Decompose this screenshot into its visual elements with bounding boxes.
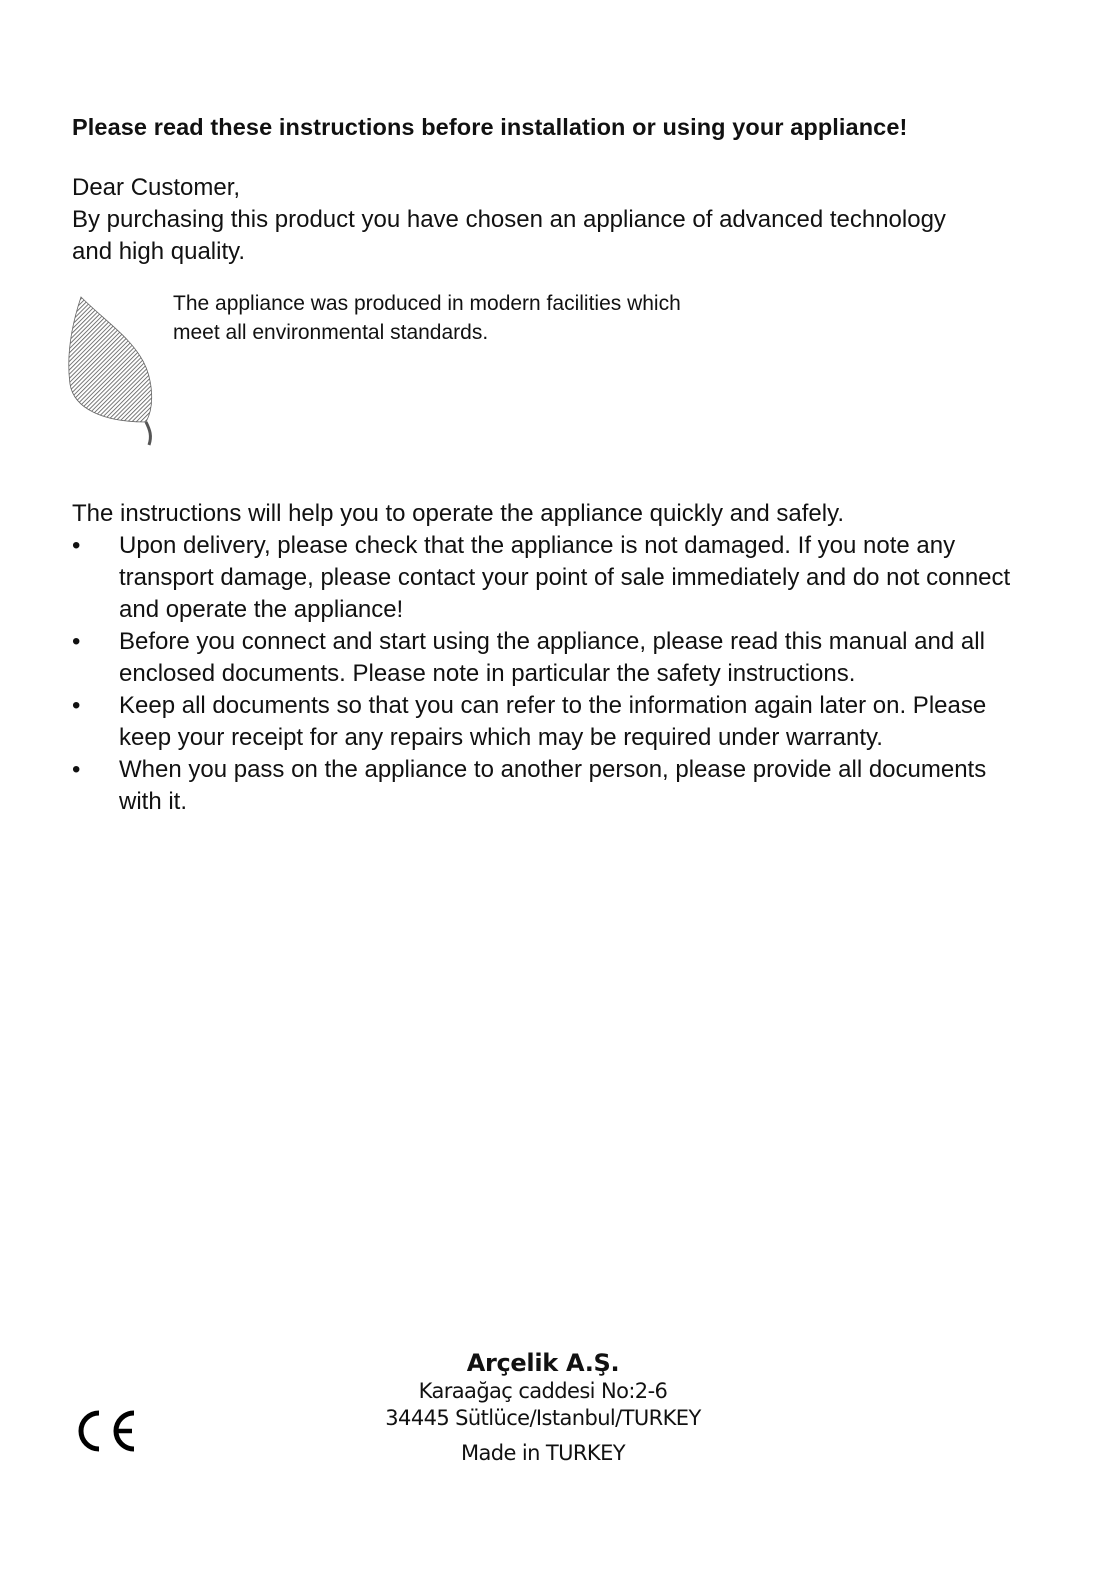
list-item-text: When you pass on the appliance to another person, please provide all documents with it.: [119, 756, 987, 815]
intro-paragraph: By purchasing this product you have chosen an appliance of advanced technology and high quality.: [72, 206, 946, 265]
list-item: [72, 754, 1032, 818]
list-item-text: Keep all documents so that you can refer to the information again later on. Please keep your receipt for any repairs which may be required under warranty.: [119, 692, 987, 751]
page-heading: Please read these instructions before installation or using your appliance!: [72, 114, 908, 140]
bullet-icon: •: [72, 756, 81, 783]
list-item: [72, 626, 1032, 690]
address-street: Karaağaç caddesi No:2-6: [418, 1379, 668, 1403]
greeting: Dear Customer,: [72, 174, 241, 201]
bullet-icon: •: [72, 628, 81, 655]
company-name: Arçelik A.Ş.: [466, 1349, 620, 1377]
eco-note-line: The appliance was produced in modern facilities which: [173, 292, 681, 315]
bullet-icon: •: [72, 692, 81, 719]
list-item-text: Before you connect and start using the appliance, please read this manual and all enclosed documents. Please note in particular the safety instructions.: [119, 628, 985, 687]
instructions-lead: The instructions will help you to operate the appliance quickly and safely.: [72, 500, 844, 527]
made-in: Made in TURKEY: [461, 1441, 625, 1465]
list-item: [72, 690, 1032, 754]
list-item-text: Upon delivery, please check that the appliance is not damaged. If you note any transport damage, please contact your point of sale immediately and do not connect and operate the appliance!: [119, 532, 1011, 623]
bullet-icon: •: [72, 532, 81, 559]
ce-mark-icon: [70, 1407, 138, 1455]
instructions-list: [72, 530, 1032, 818]
eco-note: [173, 289, 813, 347]
leaf-icon: [64, 294, 160, 450]
manufacturer-address: [343, 1348, 743, 1467]
eco-note-line: meet all environmental standards.: [173, 321, 489, 344]
list-item: [72, 530, 1032, 626]
address-city: 34445 Sütlüce/Istanbul/TURKEY: [385, 1406, 701, 1430]
